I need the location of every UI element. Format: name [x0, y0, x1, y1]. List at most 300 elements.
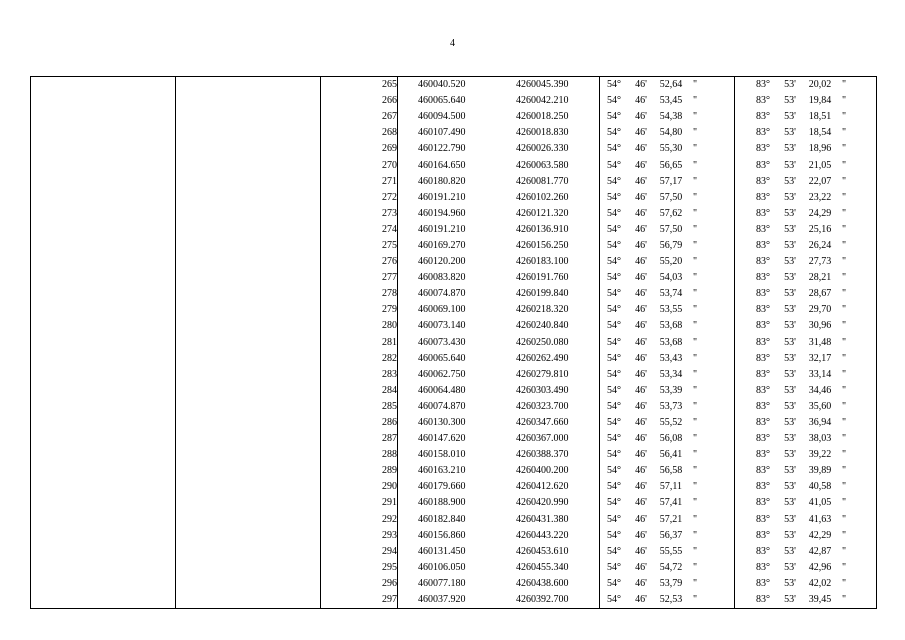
table-row [31, 77, 877, 94]
degree-symbol: ° [617, 143, 621, 155]
lat-degrees: 54 [607, 384, 617, 396]
degree-symbol: ° [766, 561, 770, 573]
lon-minutes: 53 [784, 577, 795, 589]
lat-minutes: 46 [635, 368, 646, 380]
minute-symbol: ' [794, 465, 796, 477]
y-coordinate: 4260388.370 [486, 447, 600, 463]
minute-symbol: ' [794, 127, 796, 139]
latitude-cell [600, 383, 735, 399]
y-coordinate: 4260443.220 [486, 528, 600, 544]
y-coordinate: 4260183.100 [486, 254, 600, 270]
y-coordinate: 4260218.320 [486, 302, 600, 318]
degree-symbol: ° [617, 368, 621, 380]
point-number: 276 [321, 254, 398, 270]
lon-degrees: 83 [756, 449, 766, 461]
lon-seconds: 18,51 [808, 111, 832, 123]
lon-seconds: 32,17 [808, 352, 832, 364]
y-coordinate: 4260156.250 [486, 238, 600, 254]
point-number: 265 [321, 77, 398, 94]
latitude-cell [600, 109, 735, 125]
lat-seconds: 57,17 [659, 175, 683, 187]
lon-minutes: 53 [784, 417, 795, 429]
second-symbol: " [841, 545, 847, 557]
degree-symbol: ° [617, 159, 621, 171]
second-symbol: " [841, 433, 847, 445]
degree-symbol: ° [766, 207, 770, 219]
point-number: 278 [321, 286, 398, 302]
minute-symbol: ' [645, 143, 647, 155]
x-coordinate: 460169.270 [418, 239, 466, 251]
longitude-cell [735, 238, 877, 254]
second-symbol: " [841, 400, 847, 412]
lat-degrees: 54 [607, 545, 617, 557]
lat-degrees: 54 [607, 159, 617, 171]
latitude-cell [600, 270, 735, 286]
lon-degrees: 83 [756, 368, 766, 380]
second-symbol: " [692, 223, 698, 235]
lat-minutes: 46 [635, 336, 646, 348]
lon-seconds: 18,54 [808, 127, 832, 139]
latitude-cell [600, 447, 735, 463]
latitude-cell [600, 174, 735, 190]
second-symbol: " [692, 529, 698, 541]
lat-seconds: 56,41 [659, 449, 683, 461]
degree-symbol: ° [617, 497, 621, 509]
minute-symbol: ' [645, 529, 647, 541]
y-coordinate: 4260420.990 [486, 495, 600, 511]
longitude-cell [735, 479, 877, 495]
lat-degrees: 54 [607, 594, 617, 606]
degree-symbol: ° [617, 191, 621, 203]
degree-symbol: ° [766, 143, 770, 155]
second-symbol: " [841, 481, 847, 493]
x-coordinate: 460179.660 [418, 481, 466, 493]
lat-minutes: 46 [635, 223, 646, 235]
lon-seconds: 22,07 [808, 175, 832, 187]
second-symbol: " [841, 320, 847, 332]
minute-symbol: ' [794, 400, 796, 412]
lat-degrees: 54 [607, 207, 617, 219]
degree-symbol: ° [617, 127, 621, 139]
second-symbol: " [841, 288, 847, 300]
minute-symbol: ' [645, 223, 647, 235]
minute-symbol: ' [645, 497, 647, 509]
y-coordinate: 4260191.760 [486, 270, 600, 286]
lon-degrees: 83 [756, 545, 766, 557]
latitude-cell [600, 367, 735, 383]
second-symbol: " [841, 304, 847, 316]
minute-symbol: ' [794, 223, 796, 235]
lon-minutes: 53 [784, 545, 795, 557]
y-coordinate: 4260063.580 [486, 157, 600, 173]
minute-symbol: ' [794, 272, 796, 284]
minute-symbol: ' [645, 449, 647, 461]
lon-minutes: 53 [784, 449, 795, 461]
lon-seconds: 34,46 [808, 384, 832, 396]
x-coordinate: 460065.640 [418, 352, 466, 364]
minute-symbol: ' [645, 239, 647, 251]
lon-minutes: 53 [784, 513, 795, 525]
lat-minutes: 46 [635, 175, 646, 187]
lon-seconds: 28,67 [808, 288, 832, 300]
lon-minutes: 53 [784, 384, 795, 396]
point-number: 277 [321, 270, 398, 286]
longitude-cell [735, 125, 877, 141]
degree-symbol: ° [617, 256, 621, 268]
lon-degrees: 83 [756, 384, 766, 396]
lat-minutes: 46 [635, 594, 646, 606]
page-number: 4 [450, 38, 455, 49]
lon-minutes: 53 [784, 223, 795, 235]
longitude-cell [735, 399, 877, 415]
degree-symbol: ° [766, 320, 770, 332]
x-coordinate: 460107.490 [418, 127, 466, 139]
lat-seconds: 53,39 [659, 384, 683, 396]
degree-symbol: ° [617, 336, 621, 348]
second-symbol: " [841, 497, 847, 509]
longitude-cell [735, 206, 877, 222]
lat-seconds: 57,50 [659, 191, 683, 203]
lon-degrees: 83 [756, 400, 766, 412]
second-symbol: " [841, 449, 847, 461]
lon-seconds: 31,48 [808, 336, 832, 348]
lon-degrees: 83 [756, 481, 766, 493]
x-coordinate: 460064.480 [418, 384, 466, 396]
degree-symbol: ° [766, 497, 770, 509]
second-symbol: " [692, 127, 698, 139]
minute-symbol: ' [645, 288, 647, 300]
x-coordinate: 460163.210 [418, 465, 466, 477]
lat-seconds: 53,79 [659, 577, 683, 589]
x-coordinate: 460073.430 [418, 336, 466, 348]
point-number: 272 [321, 190, 398, 206]
second-symbol: " [841, 127, 847, 139]
second-symbol: " [841, 561, 847, 573]
degree-symbol: ° [617, 111, 621, 123]
lon-seconds: 28,21 [808, 272, 832, 284]
second-symbol: " [692, 449, 698, 461]
point-number: 292 [321, 512, 398, 528]
minute-symbol: ' [645, 95, 647, 107]
y-coordinate: 4260262.490 [486, 351, 600, 367]
latitude-cell [600, 592, 735, 609]
longitude-cell [735, 592, 877, 609]
latitude-cell [600, 335, 735, 351]
lat-degrees: 54 [607, 497, 617, 509]
degree-symbol: ° [766, 223, 770, 235]
lon-minutes: 53 [784, 256, 795, 268]
lon-minutes: 53 [784, 368, 795, 380]
lon-degrees: 83 [756, 159, 766, 171]
lon-degrees: 83 [756, 577, 766, 589]
lat-minutes: 46 [635, 449, 646, 461]
second-symbol: " [841, 175, 847, 187]
minute-symbol: ' [645, 111, 647, 123]
lon-minutes: 53 [784, 288, 795, 300]
point-number: 274 [321, 222, 398, 238]
y-coordinate: 4260367.000 [486, 431, 600, 447]
latitude-cell [600, 463, 735, 479]
lon-degrees: 83 [756, 175, 766, 187]
lat-minutes: 46 [635, 127, 646, 139]
second-symbol: " [692, 497, 698, 509]
lon-degrees: 83 [756, 143, 766, 155]
degree-symbol: ° [766, 191, 770, 203]
degree-symbol: ° [766, 417, 770, 429]
lon-minutes: 53 [784, 143, 795, 155]
second-symbol: " [841, 95, 847, 107]
second-symbol: " [692, 594, 698, 606]
lat-degrees: 54 [607, 143, 617, 155]
degree-symbol: ° [617, 417, 621, 429]
lon-minutes: 53 [784, 336, 795, 348]
point-number: 283 [321, 367, 398, 383]
latitude-cell [600, 254, 735, 270]
second-symbol: " [841, 417, 847, 429]
lon-seconds: 27,73 [808, 256, 832, 268]
lon-seconds: 19,84 [808, 95, 832, 107]
second-symbol: " [692, 320, 698, 332]
degree-symbol: ° [766, 127, 770, 139]
point-number: 268 [321, 125, 398, 141]
y-coordinate: 4260121.320 [486, 206, 600, 222]
latitude-cell [600, 544, 735, 560]
lon-degrees: 83 [756, 594, 766, 606]
lat-minutes: 46 [635, 481, 646, 493]
second-symbol: " [692, 79, 698, 91]
x-coordinate: 460130.300 [418, 417, 466, 429]
lat-seconds: 56,65 [659, 159, 683, 171]
point-number: 289 [321, 463, 398, 479]
lon-seconds: 42,29 [808, 529, 832, 541]
lon-degrees: 83 [756, 95, 766, 107]
lon-seconds: 18,96 [808, 143, 832, 155]
lon-seconds: 38,03 [808, 433, 832, 445]
minute-symbol: ' [645, 159, 647, 171]
x-coordinate: 460065.640 [418, 95, 466, 107]
point-number: 266 [321, 93, 398, 109]
lat-seconds: 54,80 [659, 127, 683, 139]
degree-symbol: ° [766, 239, 770, 251]
degree-symbol: ° [617, 352, 621, 364]
degree-symbol: ° [766, 272, 770, 284]
lon-minutes: 53 [784, 127, 795, 139]
lon-degrees: 83 [756, 79, 766, 91]
second-symbol: " [692, 368, 698, 380]
lon-minutes: 53 [784, 191, 795, 203]
lat-minutes: 46 [635, 159, 646, 171]
lat-minutes: 46 [635, 304, 646, 316]
empty-cell-1 [31, 77, 176, 609]
lat-seconds: 57,41 [659, 497, 683, 509]
minute-symbol: ' [794, 79, 796, 91]
y-coordinate: 4260279.810 [486, 367, 600, 383]
lat-seconds: 53,34 [659, 368, 683, 380]
lat-minutes: 46 [635, 239, 646, 251]
x-coordinate: 460158.010 [418, 449, 466, 461]
lon-seconds: 23,22 [808, 191, 832, 203]
lat-degrees: 54 [607, 465, 617, 477]
degree-symbol: ° [617, 304, 621, 316]
latitude-cell [600, 141, 735, 157]
lon-degrees: 83 [756, 288, 766, 300]
point-number: 294 [321, 544, 398, 560]
x-coordinate: 460062.750 [418, 368, 466, 380]
second-symbol: " [692, 513, 698, 525]
lon-seconds: 42,02 [808, 577, 832, 589]
degree-symbol: ° [766, 577, 770, 589]
point-number: 279 [321, 302, 398, 318]
second-symbol: " [692, 561, 698, 573]
point-number: 295 [321, 560, 398, 576]
latitude-cell [600, 415, 735, 431]
lon-degrees: 83 [756, 111, 766, 123]
lat-minutes: 46 [635, 95, 646, 107]
degree-symbol: ° [766, 111, 770, 123]
latitude-cell [600, 190, 735, 206]
y-coordinate: 4260303.490 [486, 383, 600, 399]
lon-degrees: 83 [756, 207, 766, 219]
degree-symbol: ° [766, 288, 770, 300]
lon-minutes: 53 [784, 111, 795, 123]
degree-symbol: ° [766, 594, 770, 606]
lat-degrees: 54 [607, 529, 617, 541]
lat-minutes: 46 [635, 545, 646, 557]
degree-symbol: ° [617, 239, 621, 251]
second-symbol: " [692, 545, 698, 557]
lon-seconds: 40,58 [808, 481, 832, 493]
lon-minutes: 53 [784, 497, 795, 509]
longitude-cell [735, 528, 877, 544]
lon-minutes: 53 [784, 320, 795, 332]
x-coordinate: 460073.140 [418, 320, 466, 332]
latitude-cell [600, 479, 735, 495]
lat-degrees: 54 [607, 191, 617, 203]
second-symbol: " [692, 481, 698, 493]
lat-degrees: 54 [607, 175, 617, 187]
degree-symbol: ° [617, 272, 621, 284]
y-coordinate: 4260240.840 [486, 318, 600, 334]
lon-seconds: 42,96 [808, 561, 832, 573]
minute-symbol: ' [794, 433, 796, 445]
latitude-cell [600, 238, 735, 254]
minute-symbol: ' [645, 594, 647, 606]
degree-symbol: ° [766, 433, 770, 445]
lat-seconds: 53,68 [659, 336, 683, 348]
minute-symbol: ' [645, 127, 647, 139]
degree-symbol: ° [617, 400, 621, 412]
lat-degrees: 54 [607, 449, 617, 461]
second-symbol: " [841, 239, 847, 251]
degree-symbol: ° [766, 465, 770, 477]
degree-symbol: ° [617, 320, 621, 332]
lon-minutes: 53 [784, 207, 795, 219]
degree-symbol: ° [766, 304, 770, 316]
minute-symbol: ' [794, 304, 796, 316]
lat-seconds: 52,53 [659, 594, 683, 606]
lat-degrees: 54 [607, 352, 617, 364]
coordinates-table [30, 76, 877, 609]
x-coordinate: 460131.450 [418, 545, 466, 557]
lat-minutes: 46 [635, 433, 646, 445]
lat-degrees: 54 [607, 368, 617, 380]
lat-seconds: 53,73 [659, 400, 683, 412]
second-symbol: " [692, 384, 698, 396]
minute-symbol: ' [645, 79, 647, 91]
lat-minutes: 46 [635, 561, 646, 573]
longitude-cell [735, 560, 877, 576]
lat-seconds: 56,08 [659, 433, 683, 445]
minute-symbol: ' [794, 561, 796, 573]
second-symbol: " [841, 79, 847, 91]
lat-minutes: 46 [635, 111, 646, 123]
minute-symbol: ' [645, 207, 647, 219]
y-coordinate: 4260081.770 [486, 174, 600, 190]
lon-degrees: 83 [756, 352, 766, 364]
y-coordinate: 4260045.390 [486, 77, 600, 94]
degree-symbol: ° [766, 79, 770, 91]
y-coordinate: 4260455.340 [486, 560, 600, 576]
minute-symbol: ' [794, 368, 796, 380]
y-coordinate: 4260400.200 [486, 463, 600, 479]
degree-symbol: ° [617, 465, 621, 477]
y-coordinate: 4260412.620 [486, 479, 600, 495]
lon-minutes: 53 [784, 433, 795, 445]
x-coordinate: 460040.520 [398, 77, 486, 94]
longitude-cell [735, 302, 877, 318]
empty-cell-2 [176, 77, 321, 609]
second-symbol: " [841, 143, 847, 155]
lat-minutes: 46 [635, 191, 646, 203]
lon-seconds: 36,94 [808, 417, 832, 429]
minute-symbol: ' [645, 417, 647, 429]
lat-degrees: 54 [607, 336, 617, 348]
second-symbol: " [841, 513, 847, 525]
lon-seconds: 39,89 [808, 465, 832, 477]
lon-degrees: 83 [756, 465, 766, 477]
lat-minutes: 46 [635, 529, 646, 541]
lat-seconds: 56,58 [659, 465, 683, 477]
lon-minutes: 53 [784, 175, 795, 187]
point-number: 296 [321, 576, 398, 592]
lat-minutes: 46 [635, 272, 646, 284]
longitude-cell [735, 512, 877, 528]
second-symbol: " [692, 400, 698, 412]
minute-symbol: ' [645, 304, 647, 316]
longitude-cell [735, 495, 877, 511]
lat-seconds: 54,38 [659, 111, 683, 123]
degree-symbol: ° [766, 256, 770, 268]
second-symbol: " [841, 159, 847, 171]
minute-symbol: ' [794, 594, 796, 606]
lat-degrees: 54 [607, 481, 617, 493]
latitude-cell [600, 206, 735, 222]
longitude-cell [735, 415, 877, 431]
minute-symbol: ' [794, 529, 796, 541]
minute-symbol: ' [794, 336, 796, 348]
minute-symbol: ' [794, 577, 796, 589]
minute-symbol: ' [645, 400, 647, 412]
longitude-cell [735, 222, 877, 238]
lat-minutes: 46 [635, 352, 646, 364]
lat-minutes: 46 [635, 400, 646, 412]
minute-symbol: ' [645, 481, 647, 493]
lat-seconds: 55,20 [659, 256, 683, 268]
lat-minutes: 46 [635, 79, 646, 91]
x-coordinate: 460191.210 [418, 223, 466, 235]
longitude-cell [735, 77, 877, 94]
second-symbol: " [692, 304, 698, 316]
